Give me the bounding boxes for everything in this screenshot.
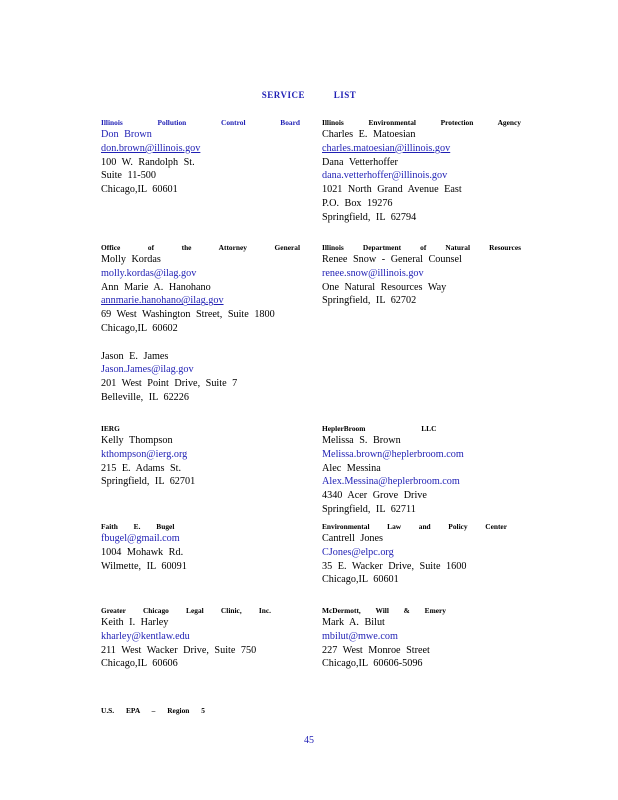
entry-iepa [322, 118, 521, 225]
page-number: 45 [304, 735, 314, 746]
org-name: HeplerBroom LLC [322, 424, 437, 433]
address-line: Suite 11-500 [101, 170, 156, 182]
entry-oag [101, 243, 300, 405]
contact-name: Molly Kordas [101, 254, 161, 265]
contact-name: Charles E. Matoesian [322, 129, 416, 140]
address-line: Belleville, IL 62226 [101, 391, 189, 403]
contact-name: Don Brown [101, 129, 152, 140]
address-line: Springfield, IL 62794 [322, 211, 417, 223]
entry-gclc [101, 606, 300, 671]
entry-mwe [322, 606, 521, 671]
entry-bugel [101, 522, 300, 573]
address-line: 100 W. Randolph St. [101, 156, 195, 168]
org-name: Greater Chicago Legal Clinic, Inc. [101, 606, 271, 615]
address-line: Wilmette, IL 60091 [101, 560, 187, 572]
address-line: Chicago,IL 60602 [101, 322, 178, 334]
address-line: Chicago,IL 60606 [101, 658, 178, 670]
contact-name: Jason E. James [101, 350, 169, 362]
org-name: IERG [101, 424, 120, 433]
email-link[interactable]: fbugel@gmail.com [101, 533, 180, 544]
email-link[interactable]: CJones@elpc.org [322, 546, 394, 558]
email-link[interactable]: renee.snow@illinois.gov [322, 267, 424, 279]
org-name: McDermott, Will & Emery [322, 606, 446, 615]
email-link[interactable]: dana.vetterhoffer@illinois.gov [322, 170, 448, 182]
address-line: Springfield, IL 62702 [322, 295, 417, 307]
org-name: Office of the Attorney General [101, 243, 300, 252]
entry-idnr [322, 243, 521, 308]
spacer [101, 336, 300, 350]
org-name: Illinois Pollution Control Board [101, 118, 300, 127]
contact-name: Keith I. Harley [101, 617, 169, 628]
email-link[interactable]: charles.matoesian@illinois.gov [322, 142, 451, 154]
address-line: 1004 Mohawk Rd. [101, 546, 184, 558]
address-line: 4340 Acer Grove Drive [322, 490, 427, 502]
address-line: 1021 North Grand Avenue East [322, 184, 462, 196]
entry-elpc [322, 522, 521, 587]
address-line: Chicago,IL 60601 [322, 574, 399, 586]
org-name: Illinois Department of Natural Resources [322, 243, 521, 252]
email-link[interactable]: don.brown@illinois.gov [101, 142, 201, 154]
address-line: 35 E. Wacker Drive, Suite 1600 [322, 560, 467, 572]
email-link[interactable]: Jason.James@ilag.gov [101, 364, 194, 376]
address-line: P.O. Box 19276 [322, 197, 393, 209]
address-line: 201 West Point Drive, Suite 7 [101, 378, 238, 390]
email-link[interactable]: kthompson@ierg.org [101, 448, 188, 460]
contact-name: Ann Marie A. Hanohano [101, 281, 211, 293]
address-line: 69 West Washington Street, Suite 1800 [101, 309, 275, 321]
contact-name: Renee Snow - General Counsel [322, 254, 462, 265]
contact-name: Alec Messina [322, 462, 381, 474]
email-link[interactable]: annmarie.hanohano@ilag.gov [101, 295, 224, 307]
entry-epa [101, 706, 300, 716]
org-name: Illinois Environmental Protection Agency [322, 118, 521, 127]
org-name: Environmental Law and Policy Center [322, 522, 507, 531]
org-name: Faith E. Bugel [101, 522, 175, 531]
org-name: U.S. EPA – Region 5 [101, 706, 205, 715]
address-line: 227 West Monroe Street [322, 644, 430, 656]
entry-heplerbroom [322, 424, 521, 517]
contact-name: Mark A. Bilut [322, 617, 385, 628]
address-line: Springfield, IL 62701 [101, 476, 196, 488]
email-link[interactable]: molly.kordas@ilag.gov [101, 267, 197, 279]
email-link[interactable]: Alex.Messina@heplerbroom.com [322, 476, 460, 488]
entry-ipcb [101, 118, 300, 197]
address-line: 215 E. Adams St. [101, 462, 182, 474]
address-line: 211 West Wacker Drive, Suite 750 [101, 644, 257, 656]
address-line: Chicago,IL 60601 [101, 184, 178, 196]
email-link[interactable]: mbilut@mwe.com [322, 630, 398, 642]
email-link[interactable]: kharley@kentlaw.edu [101, 630, 190, 642]
page-title: SERVICE LIST [261, 90, 357, 100]
contact-name: Dana Vetterhoffer [322, 156, 398, 168]
entry-ierg [101, 424, 300, 489]
address-line: One Natural Resources Way [322, 281, 447, 293]
address-line: Chicago,IL 60606-5096 [322, 658, 423, 670]
email-link[interactable]: Melissa.brown@heplerbroom.com [322, 448, 464, 460]
contact-name: Melissa S. Brown [322, 435, 401, 446]
address-line: Springfield, IL 62711 [322, 503, 416, 515]
contact-name: Cantrell Jones [322, 533, 384, 544]
contact-name: Kelly Thompson [101, 435, 173, 446]
